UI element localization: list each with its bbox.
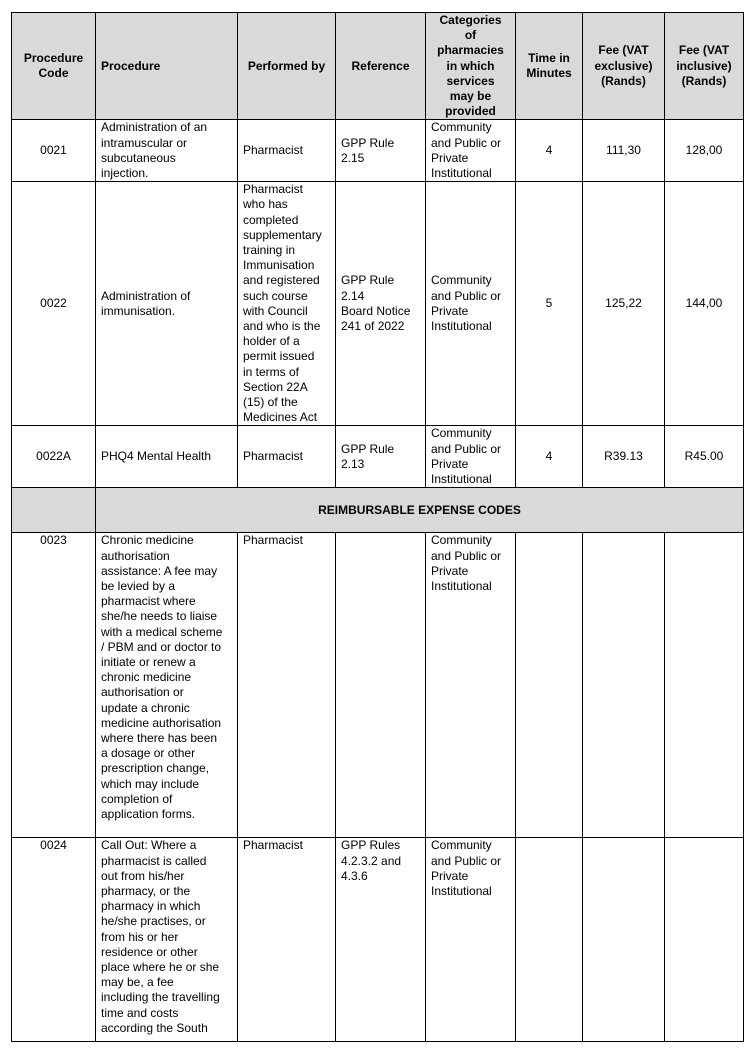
fee-vat-exclusive: 111,30 <box>583 120 665 182</box>
table-row <box>12 182 744 426</box>
pharmacy-categories: Community and Public or Private Institutional <box>426 182 516 426</box>
header-fee-excl: Fee (VAT exclusive) (Rands) <box>583 13 665 120</box>
reference <box>336 533 426 838</box>
fee-vat-inclusive <box>665 838 744 1042</box>
procedure-code: 0021 <box>12 120 96 182</box>
time-minutes: 5 <box>516 182 583 426</box>
header-time: Time in Minutes <box>516 13 583 120</box>
header-row <box>12 13 744 120</box>
procedure-description: PHQ4 Mental Health <box>96 426 238 488</box>
fee-vat-exclusive: R39.13 <box>583 426 665 488</box>
reference: GPP Rule 2.15 <box>336 120 426 182</box>
header-categories: Categories of pharmacies in which services may be provided <box>426 13 516 120</box>
table-row <box>12 533 744 838</box>
pharmacy-categories: Community and Public or Private Institutional <box>426 120 516 182</box>
performed-by: Pharmacist <box>238 426 336 488</box>
time-minutes: 4 <box>516 426 583 488</box>
procedure-description: Call Out: Where a pharmacist is called out from his/her pharmacy, or the pharmacy in which he/she practises, or from his or her residence or other place where he or she may be, a fee including the travelling time and costs according the South <box>96 838 238 1042</box>
procedure-code: 0024 <box>12 838 96 1042</box>
reference: GPP Rule 2.14 Board Notice 241 of 2022 <box>336 182 426 426</box>
fee-vat-exclusive <box>583 533 665 838</box>
section-spacer <box>12 488 96 533</box>
header-performed-by: Performed by <box>238 13 336 120</box>
fee-vat-inclusive: 128,00 <box>665 120 744 182</box>
pharmacy-categories: Community and Public or Private Institutional <box>426 838 516 1042</box>
time-minutes: 4 <box>516 120 583 182</box>
procedure-code: 0022 <box>12 182 96 426</box>
time-minutes <box>516 838 583 1042</box>
table-row <box>12 838 744 1042</box>
header-reference: Reference <box>336 13 426 120</box>
table-row <box>12 120 744 182</box>
procedure-description: Chronic medicine authorisation assistance: A fee may be levied by a pharmacist where she/he needs to liaise with a medical scheme / PBM and or doctor to initiate or renew a chronic medicine authorisation or update a chronic medicine authorisation where there has been a dosage or other prescription change, which may include completion of application forms. <box>96 533 238 838</box>
fee-vat-exclusive <box>583 838 665 1042</box>
procedure-code: 0022A <box>12 426 96 488</box>
section-title: REIMBURSABLE EXPENSE CODES <box>96 488 744 533</box>
table-row <box>12 426 744 488</box>
fee-vat-inclusive: 144,00 <box>665 182 744 426</box>
procedure-description: Administration of an intramuscular or subcutaneous injection. <box>96 120 238 182</box>
time-minutes <box>516 533 583 838</box>
header-fee-incl: Fee (VAT inclusive) (Rands) <box>665 13 744 120</box>
reference: GPP Rules 4.2.3.2 and 4.3.6 <box>336 838 426 1042</box>
fee-vat-inclusive: R45.00 <box>665 426 744 488</box>
performed-by: Pharmacist who has completed supplementary training in Immunisation and registered such course with Council and who is the holder of a permit issued in terms of Section 22A (15) of the Medicines Act <box>238 182 336 426</box>
procedure-description: Administration of immunisation. <box>96 182 238 426</box>
performed-by: Pharmacist <box>238 838 336 1042</box>
header-procedure: Procedure <box>96 13 238 120</box>
section-row <box>12 488 744 533</box>
fee-vat-exclusive: 125,22 <box>583 182 665 426</box>
fee-schedule-table <box>11 12 744 1042</box>
performed-by: Pharmacist <box>238 533 336 838</box>
reference: GPP Rule 2.13 <box>336 426 426 488</box>
procedure-code: 0023 <box>12 533 96 838</box>
performed-by: Pharmacist <box>238 120 336 182</box>
pharmacy-categories: Community and Public or Private Institutional <box>426 533 516 838</box>
pharmacy-categories: Community and Public or Private Institutional <box>426 426 516 488</box>
header-procedure-code: Procedure Code <box>12 13 96 120</box>
fee-vat-inclusive <box>665 533 744 838</box>
